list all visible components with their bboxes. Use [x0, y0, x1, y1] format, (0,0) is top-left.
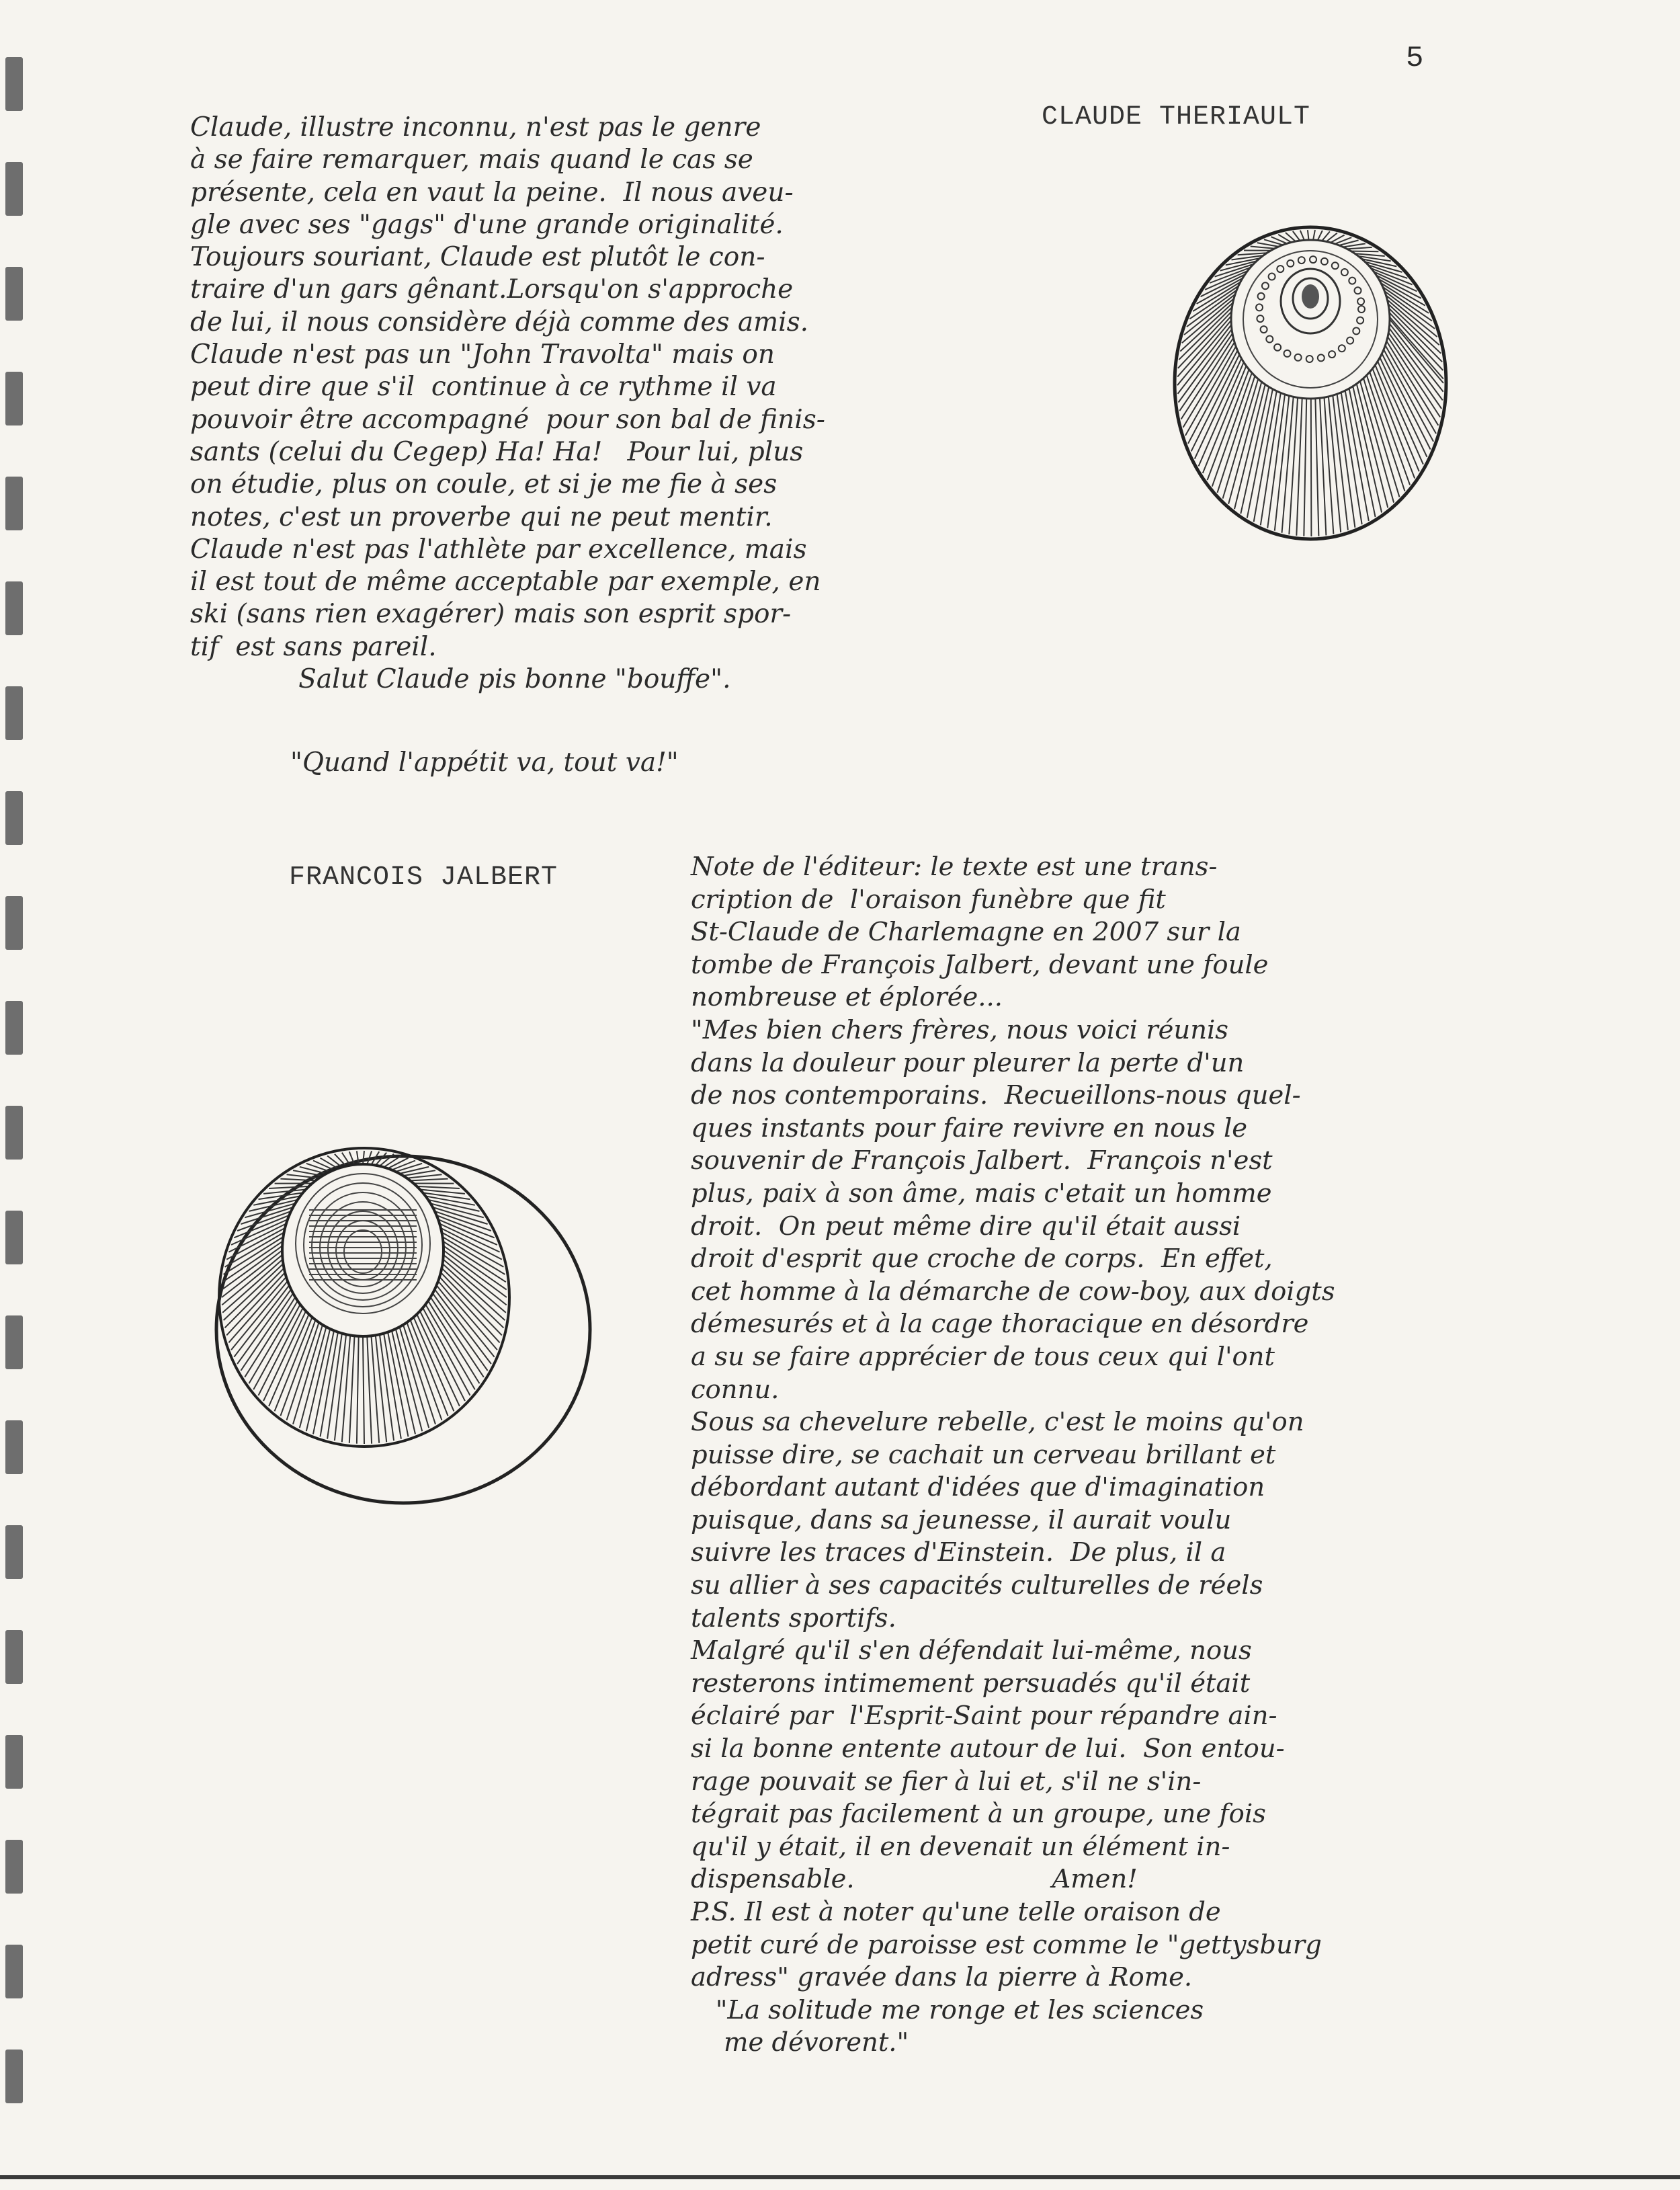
francois-text-line: Malgré qu'il s'en défendait lui-même, nous [691, 1635, 1252, 1666]
francois-text-line: droit d'esprit que croche de corps. En effet, [691, 1244, 1273, 1274]
page-number: 5 [1406, 42, 1424, 75]
claude-text-line: à se faire remarquer, mais quand le cas se [190, 145, 753, 175]
francois-text-line: cet homme à la démarche de cow-boy, aux doigts [691, 1276, 1335, 1307]
francois-text-line: petit curé de paroisse est comme le "gettysburg [691, 1929, 1322, 1960]
francois-text-line: si la bonne entente autour de lui. Son entou- [691, 1734, 1285, 1765]
francois-hat-drawing [208, 1143, 598, 1512]
claude-text-line: Toujours souriant, Claude est plutôt le con- [190, 242, 765, 273]
claude-text-line: Claude n'est pas un "John Travolta" mais on [190, 339, 775, 370]
spiral-binding [5, 0, 32, 2190]
claude-text-line: peut dire que s'il continue à ce rythme il va [190, 372, 777, 403]
francois-text-line: débordant autant d'idées que d'imagination [691, 1472, 1265, 1503]
francois-text-line: souvenir de François Jalbert. François n'est [691, 1145, 1273, 1176]
francois-text-line: nombreuse et éplorée... [691, 982, 1003, 1013]
francois-name: FRANCOIS JALBERT [289, 862, 558, 893]
francois-text-line: su allier à ses capacités culturelles de réels [691, 1570, 1263, 1601]
francois-text-line: ques instants pour faire revivre en nous le [691, 1112, 1248, 1143]
claude-text [190, 112, 825, 696]
claude-text-line: notes, c'est un proverbe qui ne peut mentir. [190, 501, 773, 532]
francois-text-line: de nos contemporains. Recueillons-nous quel- [691, 1080, 1301, 1111]
francois-text-line: droit. On peut même dire qu'il était aussi [691, 1211, 1241, 1242]
claude-text-line: sants (celui du Cegep) Ha! Ha! Pour lui, plus [190, 436, 804, 467]
francois-text-line: Note de l'éditeur: le texte est une trans- [691, 852, 1218, 882]
francois-text-line: Sous sa chevelure rebelle, c'est le moins qu'on [691, 1407, 1304, 1438]
claude-text-line: pouvoir être accompagné pour son bal de finis- [190, 404, 825, 435]
claude-text-line: Salut Claude pis bonne "bouffe". [190, 664, 731, 695]
claude-text-line: traire d'un gars gênant.Lorsqu'on s'approche [190, 274, 794, 305]
claude-text-line: ski (sans rien exagérer) mais son esprit spor- [190, 599, 792, 630]
page-bottom-edge [0, 2175, 1680, 2179]
francois-text-line: a su se faire apprécier de tous ceux qui l'ont [691, 1341, 1275, 1372]
claude-text-line: de lui, il nous considère déjà comme des amis. [190, 307, 808, 337]
francois-text-line: tégrait pas facilement à un groupe, une fois [691, 1799, 1266, 1830]
francois-text-line: "La solitude me ronge et les sciences [691, 1994, 1204, 2025]
claude-text-line: Claude n'est pas l'athlète par excellence, mais [190, 534, 807, 565]
francois-text-line: puisse dire, se cachait un cerveau brillant et [691, 1439, 1276, 1470]
claude-text-line: présente, cela en vaut la peine. Il nous aveu- [190, 177, 794, 208]
francois-text-line: me dévorent." [691, 2027, 909, 2058]
claude-hat-drawing [1163, 215, 1458, 551]
francois-text-line: adress" gravée dans la pierre à Rome. [691, 1962, 1193, 1993]
francois-text-line: dans la douleur pour pleurer la perte d'un [691, 1047, 1245, 1078]
francois-text-line: plus, paix à son âme, mais c'etait un homme [691, 1178, 1272, 1209]
francois-text-line: cription de l'oraison funèbre que fit [691, 884, 1166, 915]
claude-text-line: gle avec ses "gags" d'une grande originalité. [190, 209, 784, 240]
francois-text-line: puisque, dans sa jeunesse, il aurait voulu [691, 1504, 1232, 1535]
francois-text-line: "Mes bien chers frères, nous voici réunis [691, 1014, 1229, 1045]
claude-text-line: il est tout de même acceptable par exemple, en [190, 567, 821, 598]
francois-text-line: rage pouvait se fier à lui et, s'il ne s'in- [691, 1766, 1202, 1797]
francois-text-line: connu. [691, 1374, 780, 1405]
francois-text-line: tombe de François Jalbert, devant une foule [691, 949, 1269, 980]
claude-text-line: on étudie, plus on coule, et si je me fie à ses [190, 469, 778, 500]
francois-text-line: P.S. Il est à noter qu'une telle oraison de [691, 1897, 1221, 1927]
francois-text-line: qu'il y était, il en devenait un élément in- [691, 1831, 1230, 1862]
claude-text-line: tif est sans pareil. [190, 631, 437, 662]
francois-text-line: suivre les traces d'Einstein. De plus, il a [691, 1537, 1226, 1568]
claude-name: CLAUDE THERIAULT [1042, 102, 1311, 132]
francois-text-line: démesurés et à la cage thoracique en désordre [691, 1309, 1309, 1340]
francois-text-line: dispensable. Amen! [691, 1864, 1138, 1895]
francois-text-line: éclairé par l'Esprit-Saint pour répandre ain- [691, 1701, 1277, 1732]
francois-text-line: talents sportifs. [691, 1603, 896, 1633]
francois-text-line: resterons intimement persuadés qu'il était [691, 1668, 1251, 1699]
francois-text-line: St-Claude de Charlemagne en 2007 sur la [691, 917, 1241, 948]
francois-text [691, 851, 1335, 2060]
claude-text-line: Claude, illustre inconnu, n'est pas le genre [190, 112, 761, 143]
claude-motto: "Quand l'appétit va, tout va!" [290, 747, 679, 778]
